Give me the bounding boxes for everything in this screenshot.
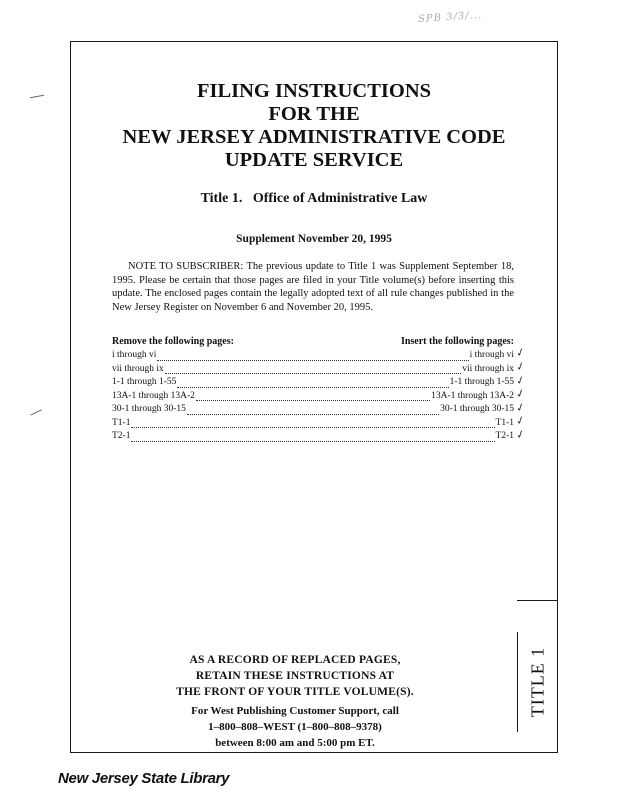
checkmark-icon: ✓ [514,399,528,416]
checkmark-icon: ✓ [514,358,528,375]
support-hours: between 8:00 am and 5:00 pm ET. [215,737,375,749]
title-line-2: FOR THE [268,103,360,125]
insert-cell: 30-1 through 30-15 [440,404,514,414]
insert-cell: vii through ix [462,363,514,374]
title-line-4: UPDATE SERVICE [224,149,404,171]
remove-cell: 1-1 through 1-55 [112,377,177,387]
insert-header: Insert the following pages: [400,336,514,347]
customer-support [130,703,460,751]
remove-cell: vii through ix [112,363,164,374]
supplement-date: Supplement November 20, 1995 [236,233,392,245]
insert-cell: 1-1 through 1-55 [449,377,514,387]
filing-table [112,336,514,444]
checkmark-icon: ✓ [514,412,528,429]
note-text: NOTE TO SUBSCRIBER: The previous update to Title 1 was Supplement September 18, 1995. Please be certain that those pages are filed in your Title volume(s) before inserting this update. The enclosed pages contain the legally adopted text of all rule changes published in the New Jersey Register on November 6 and November 20, 1995. [112,261,514,313]
table-row [112,349,514,363]
subscriber-note [112,260,514,314]
support-line: For West Publishing Customer Support, call [191,705,399,717]
table-row [112,430,514,444]
remove-cell: 13A-1 through 13A-2 [112,390,195,401]
remove-cell: T2-1 [112,431,131,441]
checkmark-icon: ✓ [514,385,528,402]
table-row [112,417,514,431]
handwritten-note: SPB 3/3/... [417,9,483,26]
checkmark-icon: ✓ [514,426,528,443]
title-subheading: Title 1. Office of Administrative Law [200,191,428,206]
table-row [112,363,514,377]
record-line: RETAIN THESE INSTRUCTIONS AT [195,670,395,682]
insert-cell: 13A-1 through 13A-2 [431,390,514,401]
record-line: AS A RECORD OF REPLACED PAGES, [189,654,401,666]
table-header [112,336,514,347]
remove-cell: 30-1 through 30-15 [112,404,186,414]
insert-cell: i through vi [469,350,514,360]
title-line-1: FILING INSTRUCTIONS [196,80,432,102]
margin-mark [30,410,41,416]
title-tab-label: TITLE 1 [527,646,548,718]
margin-mark [30,95,44,98]
support-phone: 1–800–808–WEST (1–800–808–9378) [208,721,382,733]
checkmark-icon: ✓ [514,344,528,361]
insert-cell: T1-1 [495,417,514,428]
table-row [112,376,514,390]
library-stamp: New Jersey State Library [58,770,230,787]
insert-cell: T2-1 [495,431,514,441]
record-instructions [130,652,460,700]
title-line-3: NEW JERSEY ADMINISTRATIVE CODE [122,126,506,148]
table-row [112,403,514,417]
remove-header: Remove the following pages: [112,336,234,347]
table-row [112,390,514,404]
document-title [70,80,558,172]
tab-divider [517,600,557,601]
record-line: THE FRONT OF YOUR TITLE VOLUME(S). [176,686,414,698]
remove-cell: T1-1 [112,417,131,428]
remove-cell: i through vi [112,350,157,360]
checkmark-icon: ✓ [514,372,528,389]
